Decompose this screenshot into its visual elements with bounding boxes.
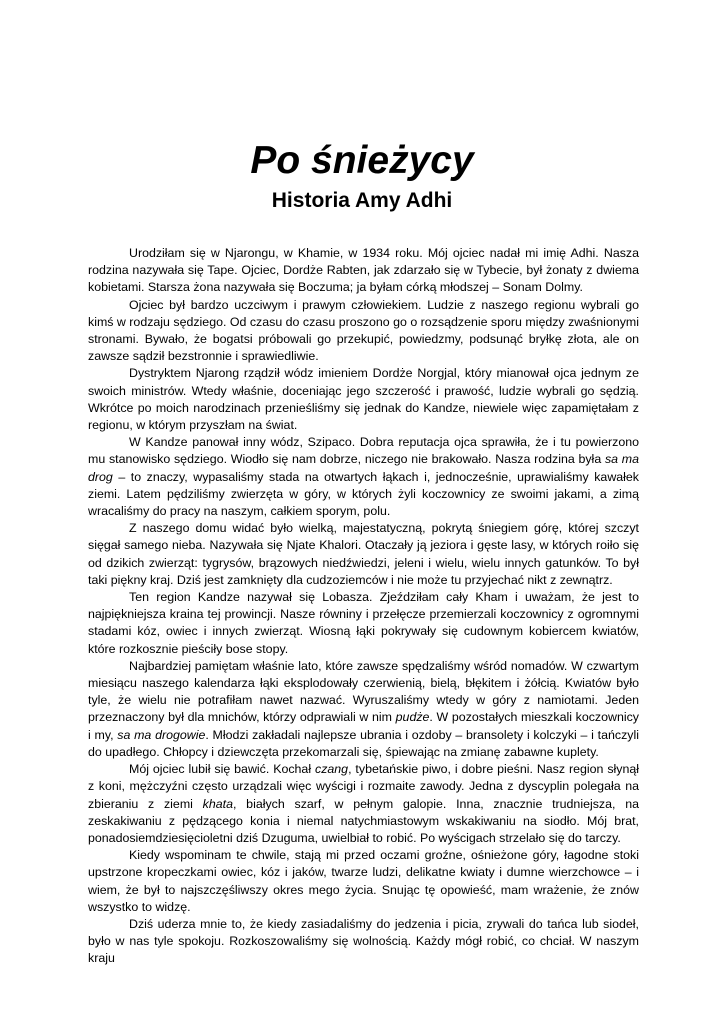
paragraph xyxy=(88,245,639,297)
paragraph xyxy=(88,761,639,847)
paragraph-text: W Kandze panował inny wódz, Szipaco. Dobra reputacja ojca sprawiła, że i tu powierzono mu stanowisko sędziego. Wiodło się nam dobrze, niczego nie brakowało. Nasza rodzina była xyxy=(88,435,639,467)
paragraph-text: , tybetańskie piwo, i dobre pieśni. Nasz region słynął z koni, mężczyźni często urządzali więc wyścigi i rozmaite zawody. Jedna z dyscyplin polegała na zbieraniu z ziemi xyxy=(88,762,640,811)
paragraph-text: Mój ojciec lubił się bawić. Kochał xyxy=(129,762,315,777)
paragraph-text: Ten region Kandze nazywał się Lobasza. Zjeździłam cały Kham i uważam, że jest to najpiękniejsza kraina tej prowincji. Nasze równiny i przełęcze przemierzali koczownicy z ogromnymi stadami kóz, owiec i innych zwierząt. Wiosną łąki pokrywały się cudownym kobiercem kwiatów, które rozkosznie pieściły bose stopy. xyxy=(88,590,639,656)
document-title: Po śnieżycy xyxy=(250,139,474,182)
paragraph-text: Z naszego domu widać było wielką, majestatyczną, pokrytą śniegiem górę, której szczyt sięgał samego nieba. Nazywała się Njate Khalori. Otaczały ją jeziora i gęste lasy, w których roiło się od dzikich zwierząt: tygrysów, brązowych niedźwiedzi, jeleni i wielu, wielu innych gatunków. To był taki piękny kraj. Dziś jest zamknięty dla cudzoziemców i nie może tu przyjechać nikt z zewnątrz. xyxy=(88,521,639,587)
paragraph xyxy=(88,847,639,916)
italic-term: khata xyxy=(202,796,233,811)
paragraph-text: Najbardziej pamiętam właśnie lato, które zawsze spędzaliśmy wśród nomadów. W czwartym miesiącu naszego kalendarza łąki eksplodowały czerwienią, bielą, błękitem i żółcią. Kwiatów było tyle, że wielu nie potrafiłam nawet nazwać. Wyruszaliśmy wtedy w góry z namiotami. Jeden przeznaczony był dla mnichów, którzy odprawiali w nim xyxy=(88,658,639,725)
paragraph-text: Ojciec był bardzo uczciwym i prawym człowiekiem. Ludzie z naszego regionu wybrali go kimś w rodzaju sędziego. Od czasu do czasu proszono go o rozsądzenie sporu między zwaśnionymi stronami. Bywało, że bogatsi próbowali go przekupić, powiedzmy, podsunąć bryłkę złota, ale on zawsze sądził bezstronnie i sprawiedliwie. xyxy=(88,297,639,364)
paragraph xyxy=(88,297,639,366)
document-subtitle: Historia Amy Adhi xyxy=(271,189,453,212)
italic-term: sa ma drogowie xyxy=(117,727,206,742)
paragraph-text: Urodziłam się w Njarongu, w Khamie, w 1934 roku. Mój ojciec nadał mi imię Adhi. Nasza rodzina nazywała się Tape. Ojciec, Dordże Rabten, jak zdarzało się w Tybecie, był żonaty z dwiema kobietami. Starsza żona nazywała się Boczuma; ja byłam córką młodszej – Sonam Dolmy. xyxy=(88,246,639,295)
paragraph-text: Dziś uderza mnie to, że kiedy zasiadaliśmy do jedzenia i picia, zrywali do tańca lub siodeł, było w nas tyle spokoju. Rozkoszowaliśmy się wolnością. Każdy mógł robić, co chciał. W naszym kraju xyxy=(88,916,639,966)
paragraph-text: , białych szarf, w pełnym galopie. Inna, znacznie trudniejsza, na zeskakiwaniu z pędzącego konia i niemal natychmiastowym wskakiwaniu na siodło. Mój brat, ponadosiemdziesięcioletni dziś Dzuguma, uwielbiał to robić. Po wyścigach strzelało się do tarczy. xyxy=(88,796,639,845)
paragraph-text: – to znaczy, wypasaliśmy stada na otwartych łąkach i, jednocześnie, uprawialiśmy kawałek ziemi. Latem pędziliśmy zwierzęta w góry, w których żyli koczownicy ze swoimi jakami, a zimą wracaliśmy do pracy na naszym, całkiem sporym, polu. xyxy=(88,469,639,519)
italic-term: sa ma drog xyxy=(88,452,639,484)
paragraph xyxy=(88,365,639,434)
paragraph-text: . Młodzi zakładali najlepsze ubrania i ozdoby – bransolety i kolczyki – i tańczyli do upadłego. Chłopcy i dziewczęta przekomarzali się, śpiewając na zmianę zabawne kuplety. xyxy=(88,727,639,759)
paragraph xyxy=(88,658,639,761)
paragraph xyxy=(88,520,639,589)
paragraph-text: . W pozostałych mieszkali koczownicy i my, xyxy=(88,710,640,742)
paragraph-text: Dystryktem Njarong rządził wódz imieniem Dordże Norgjal, który mianował ojca jednym ze swoich ministrów. Wtedy właśnie, doceniając jego szczerość i prawość, ludzie wybrali go sędzią. Wkrótce po moich narodzinach przenieśliśmy się jednak do Kandze, niewiele więc zapamiętałam z regionu, w którym przyszłam na świat. xyxy=(88,366,639,433)
document-body xyxy=(88,245,639,968)
paragraph xyxy=(88,434,639,520)
paragraph-text: Kiedy wspominam te chwile, stają mi przed oczami groźne, ośnieżone góry, łagodne stoki upstrzone kropeczkami owiec, kóz i jaków, twarze ludzi, delikatne kwiaty i dumne wierzchowce – i wiem, że był to najszczęśliwszy okres mego życia. Snując tę opowieść, mam wrażenie, że znów wszystko to widzę. xyxy=(88,848,639,914)
paragraph xyxy=(88,916,639,968)
italic-term: pudże xyxy=(395,710,430,725)
italic-term: czang xyxy=(315,762,349,777)
paragraph xyxy=(88,589,639,658)
